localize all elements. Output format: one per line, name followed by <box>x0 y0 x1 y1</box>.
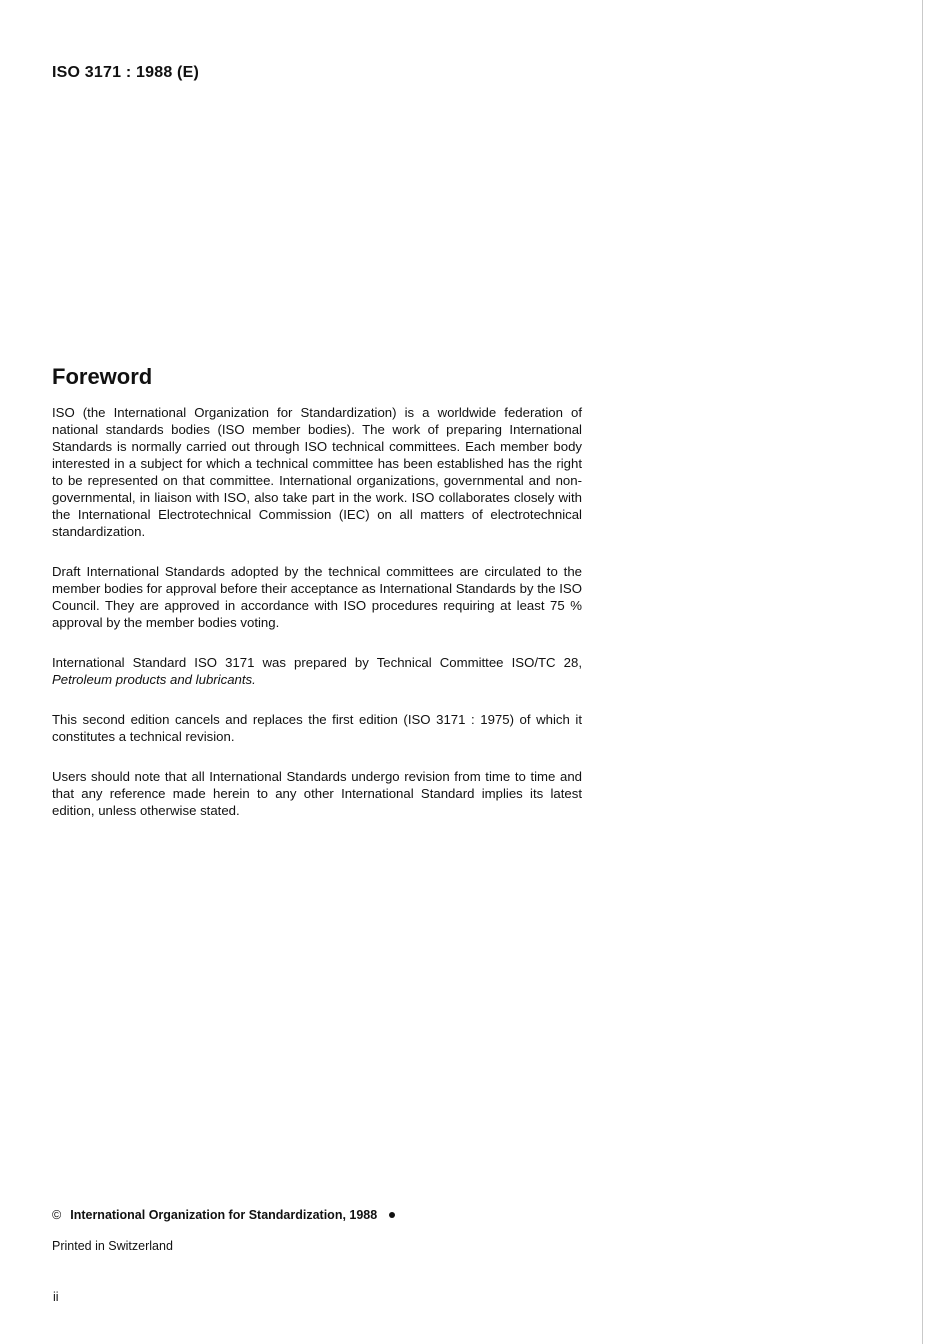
foreword-paragraph-4: This second edition cancels and replaces the first edition (ISO 3171 : 1975) of which it constitutes a technical revision. <box>52 712 582 744</box>
document-id-header: ISO 3171 : 1988 (E) <box>52 64 199 81</box>
foreword-paragraph-2: Draft International Standards adopted by the technical committees are circulated to the member bodies for approval before their acceptance as International Standards by the ISO Council. They are approved in accordance with ISO procedures requiring at least 75 % approval by the member bodies voting. <box>52 564 582 630</box>
page-number: ii <box>53 1290 59 1304</box>
copyright-text: International Organization for Standardization, 1988 <box>70 1208 378 1222</box>
bullet-icon <box>389 1212 395 1218</box>
foreword-body <box>52 404 582 842</box>
copyright-line <box>52 1208 395 1222</box>
copyright-symbol: © <box>52 1208 62 1222</box>
committee-title: Petroleum products and lubricants. <box>52 672 256 687</box>
foreword-heading: Foreword <box>52 364 153 389</box>
foreword-paragraph-3 <box>52 654 582 688</box>
page-edge-line <box>922 0 923 1344</box>
printed-location: Printed in Switzerland <box>52 1239 173 1253</box>
foreword-paragraph-3-text: International Standard ISO 3171 was prepared by Technical Committee ISO/TC 28, <box>52 655 582 670</box>
foreword-paragraph-5: Users should note that all International Standards undergo revision from time to time and that any reference made herein to any other International Standard implies its latest edition, unless otherwise stated. <box>52 769 582 818</box>
foreword-paragraph-1: ISO (the International Organization for Standardization) is a worldwide federation of national standards bodies (ISO member bodies). The work of preparing International Standards is normally carried out through ISO technical committees. Each member body interested in a subject for which a technical committee has been established has the right to be represented on that committee. International organizations, governmental and non-governmental, in liaison with ISO, also take part in the work. ISO collaborates closely with the International Electrotechnical Commission (IEC) on all matters of electrotechnical standardization. <box>52 405 582 539</box>
